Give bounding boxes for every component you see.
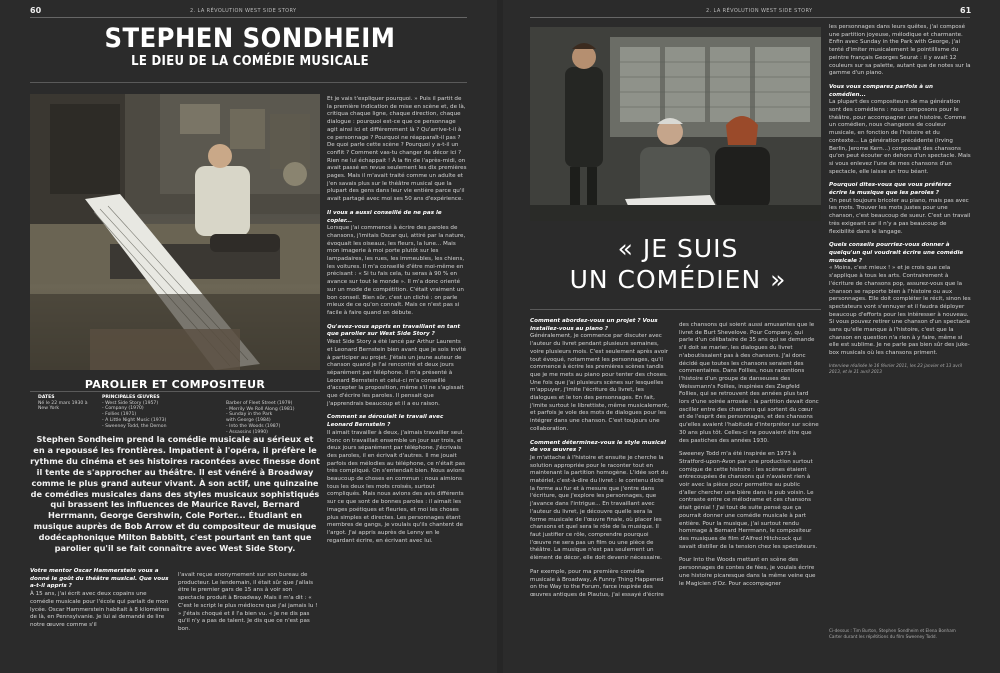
pull-quote (533, 233, 823, 295)
running-header: 2. LA RÉVOLUTION WEST SIDE STORY (190, 8, 297, 14)
paragraph: Lorsque j'ai commencé à écrire des paroles de chansons, j'imitais Oscar qui, attiré par la nature, évoquait les oiseaux, les fleurs, la lune... Mais mon imagerie à moi porte plutôt sur les lampadaires, les rues, les immeubles, les chiens, les voitures. Il m'a conseillé d'être moi-même en précisant : « Si tu fais cela, tu seras à 90 % en avance sur tout le monde ». Il m'a donc orienté sur un mode de compétition. C'était vraiment un bon conseil. Bien sûr, c'est un cliché : on parle mieux de ce qu'on connaît. Mais ce n'est pas si facile à faire quand on débute. (327, 225, 466, 316)
running-header: 2. LA RÉVOLUTION WEST SIDE STORY (706, 8, 813, 14)
left-text-column-3 (327, 96, 467, 551)
quote-rule (530, 309, 821, 310)
interview-question: Il vous a aussi conseillé de ne pas le copier... (327, 209, 442, 224)
interview-question: Comment déterminez-vous le style musical de vos œuvres ? (530, 439, 666, 454)
work-item: - Company (1970) (102, 406, 144, 412)
dates-label: DATES (38, 395, 55, 400)
paragraph: Sweeney Todd m'a été inspirée en 1973 à Stratford-upon-Avon par une production surtout comique de cette histoire : les scènes étaient entrecoupées de chansons qui n'avaient rien à voir avec la pièce pour permettre au public d'aller chercher une bière dans le pub voisin. Le contraste entre ce mélodrame et ces chansons était génial ! J'ai tout de suite pensé que ça pourrait donner une comédie musicale à part entière. Pour la musique, j'ai surtout rendu hommage à Bernard Herrmann, le compositeur des musiques de film d'Alfred Hitchcock qui savait distiller de la tension chez les spectateurs. (679, 451, 818, 550)
page-number: 61 (960, 6, 972, 15)
header-rule (530, 17, 970, 18)
paragraph: Par exemple, pour ma première comédie musicale à Broadway, A Funny Thing Happened on the Way to the Forum, farce inspirée des œuvres antiques de Plautus, j'ai essayé d'écrire (530, 568, 664, 598)
dates-value: Né le 22 mars 1930 à New York (38, 400, 88, 412)
right-text-column-2 (679, 322, 819, 594)
left-text-column-1 (30, 568, 170, 636)
left-page (0, 0, 497, 673)
section-title: PAROLIER ET COMPOSITEUR (84, 378, 266, 391)
header-rule (30, 17, 467, 18)
paragraph: Je m'attache à l'histoire et ensuite je cherche la solution appropriée pour le raconter tout en maintenant la partition homogène. L'idée sort du matériel, c'est-à-dire du livret : le contenu dicte la forme au fur et à mesure que j'entre dans l'écriture, que j'explore les personnages, que j'avance dans l'intrigue... En travaillant avec l'auteur du livret, je découvre quelle sera la forme musicale de l'œuvre finale, où placer les chansons et quel sera le rôle de la musique. Il faut justifier ce rôle, comprendre pourquoi l'œuvre ne sera pas un film ou une pièce de théâtre. La musique n'est pas seulement un élément de décor, elle doit devenir nécessaire. (530, 454, 668, 562)
work-item: Barber of Fleet Street (1979) (226, 401, 293, 406)
work-item: - Into the Woods (1987) (226, 423, 281, 429)
work-item: - Assassins (1990) (226, 429, 268, 435)
works-block-1 (102, 395, 182, 429)
article-title-block (100, 24, 400, 70)
paragraph: Il aimait travailler à deux, j'aimais travailler seul. Donc on travaillait ensemble un jour sur trois, et deux jours séparément par téléphone. J'écrivais des paroles, il en écrivait d'autres. Il me jouait parfois des mélodies au téléphone, ce n'était pas très compliqué. On s'entendait bien. Nous avions beaucoup de choses en commun : nous aimions tous les deux les mots croisés, surtout compliqués. Mais nous avions des avis différents sur ce que sont de bonnes paroles : il aimait les images poétiques et fleuries, et moi les choses plus simples et directes. Les personnages étant membres de gangs, je voulais qu'ils chantent de l'argot. J'ai appris auprès de Lenny en le regardant écrire, en écrivant avec lui. (327, 429, 466, 544)
page-number: 60 (30, 6, 42, 15)
interview-question: Votre mentor Oscar Hammerstein vous a donné le goût du théâtre musical. Que vous a-t-il appris ? (30, 568, 169, 590)
sondheim-photo (30, 94, 320, 370)
title-rule (30, 82, 467, 83)
rehearsal-photo (530, 27, 821, 221)
paragraph: À 15 ans, j'ai écrit avec deux copains une comédie musicale pour l'école qui parlait de mon lycée. Oscar Hammerstein habitait à 8 kilomètres de là, en Pennsylvanie. Je lui ai demandé de lire notre œuvre comme s'il (30, 591, 170, 628)
photo-caption: Ci-dessus : Tim Burton, Stephen Sondheim et Elena Bonham Carter durant les répétitions du film Sweeney Todd. (829, 628, 956, 639)
interview-question: Qu'avez-vous appris en travaillant en tant que parolier sur West Side Story ? (327, 323, 461, 338)
interview-question: Quels conseils pourriez-vous donner à quelqu'un qui voudrait écrire une comédie musicale ? (829, 242, 964, 264)
paragraph: Pour Into the Woods mettant en scène des personnages de contes de fées, je voulais écrire une histoire picaresque dans la même veine que le Magicien d'Oz. Pour accompagner (679, 557, 816, 587)
paragraph: des chansons qui soient aussi amusantes que le livret de Burt Shevelove. Pour Company, qui parle d'un célibataire de 35 ans qui se demande s'il doit se marier, les dialogues du livret n'aboutissaient pas à des chansons. J'ai donc décidé que toutes les chansons seraient des commentaires. Dans Follies, nous racontions l'histoire d'un groupe de danseuses des Weissmann's Follies, inspirées des Ziegfeld Follies, qui se retrouvent des années plus tard lors d'une soirée arrosée : la partition devait donc osciller entre des chansons qui sortent du cœur et de l'esprit des personnages, et des chansons qu'elles avaient l'habitude d'interpréter sur scène 30 ans plus tôt. Celles-ci ne pouvaient être que des pastiches des années 1930. (679, 322, 819, 444)
right-page (503, 0, 1000, 673)
work-item: with George (1984) (226, 418, 271, 424)
right-text-column-3 (829, 24, 971, 381)
paragraph: West Side Story a été lancé par Arthur Laurents et Leonard Bernstein bien avant que je sois invité à participer au projet. J'étais un jeune auteur de chanson quand je l'ai rencontré et deux jours séparément par téléphone. Il m'a présenté à Leonard Bernstein et celui-ci m'a conseillé d'accepter la proposition, même s'il ne s'agissait que d'écrire les paroles. Il pensait que j'apprendrais beaucoup et il a eu raison. (327, 339, 467, 407)
left-text-column-2 (178, 572, 318, 640)
right-text-column-1 (530, 318, 670, 606)
work-item: - Merrily We Roll Along (1981) (226, 406, 295, 412)
works-block-2 (226, 401, 316, 435)
work-item: - A Little Night Music (1973) (102, 417, 167, 423)
pull-quote-line-1: « JE SUIS (617, 234, 739, 263)
photo-illustration (530, 27, 821, 221)
paragraph: On peut toujours bricoler au piano, mais pas avec les mots. Trouver les mots justes pour une chanson, c'est beaucoup de sueur. C'est un travail très exigeant car il n'y a pas beaucoup de flexibilité dans le langage. (829, 197, 971, 235)
paragraph: Et je vais t'expliquer pourquoi. » Puis il partit de la première indication de mise en scène et, de là, critiqua chaque ligne, chaque direction, chaque dialogue : pourquoi est-ce que ce personnage agit ainsi ici et différemment là ? Qu'arrive-t-il à ce personnage ? Pourquoi ne réapparaît-il pas ? De quoi parle cette scène ? Pourquoi y a-t-il un conflit ? Comment vas-tu changer de décor ici ? Rien ne lui échappait ! À la fin de l'après-midi, on avait passé en revue seulement les dix premières pages. Mais il m'avait traité comme un adulte et j'en savais plus sur le théâtre musical que la plupart des gens dans leur vie entière parce qu'il avait partagé avec moi ses 50 ans d'expérience. (327, 96, 467, 203)
dates-block (38, 395, 98, 412)
section-rule (30, 391, 320, 392)
paragraph: les personnages dans leurs quêtes, j'ai composé une partition joyeuse, mélodique et charmante. Enfin avec Sunday in the Park with George, j'ai tenté d'imiter musicalement le pointillisme du peintre français Georges Seurat : il y avait 12 couleurs sur sa palette, autant que de notes sur la gamme d'un piano. (829, 24, 971, 77)
work-item: - Sweeney Todd, the Demon (102, 423, 167, 429)
work-item: - Sunday in the Park (226, 412, 273, 418)
works-label: PRINCIPALES ŒUVRES (102, 395, 160, 400)
interview-question: Pourquoi dites-vous que vous préférez écrire la musique que les paroles ? (829, 182, 952, 197)
paragraph: l'avait reçue anonymement sur son bureau de producteur. Le lendemain, il était sûr que j'allais être le premier gars de 15 ans à voir son spectacle produit à Broadway. Mais il m'a dit : « C'est le script le plus médiocre que j'ai jamais lu ! » J'étais choqué et il l'a bien vu. « Je ne dis pas qu'il n'y a pas de talent. Je dis que ce n'est pas bon. (178, 572, 318, 632)
paragraph: La plupart des compositeurs de ma génération sont des comédiens : nous composons pour le théâtre, pour accompagner une histoire. Comme un comédien, nous changeons de couleur musicale, en fonction de l'histoire et du contexte... La génération précédente (Irving Berlin, Jerome Kern...) composait des chansons qu'on peut écouter en dehors d'un spectacle. Mais si vous enlevez l'une de mes chansons d'un spectacle, elle laisse un trou béant. (829, 99, 971, 175)
interview-question: Comment se déroulait le travail avec Leonard Bernstein ? (327, 414, 444, 429)
interview-question: Vous vous comparez parfois à un comédien... (829, 83, 933, 98)
photo-illustration (30, 94, 320, 370)
interview-question: Comment abordez-vous un projet ? Vous installez-vous au piano ? (530, 318, 658, 332)
intro-paragraph: Stephen Sondheim prend la comédie musicale au sérieux et en a repoussé les frontières. Impatient à l'opéra, il préfère le rythme du cinéma et ses histoires racontées avec finesse dont il tente de s'approcher au théâtre. Il est vénéré à Broadway comme le plus grand auteur vivant. À son actif, une quinzaine de comédies musicales dans des styles musicaux sophistiqués qui brassent les influences de Maurice Ravel, Bernard Herrmann, George Gershwin, Cole Porter... Étudiant en musique auprès de Bob Arrow et du compositeur de musique dodécaphonique Milton Babbitt, c'est pourtant en tant que parolier qu'il se fait connaître avec West Side Story. (30, 434, 320, 554)
paragraph: Généralement, je commence par discuter avec l'auteur du livret pendant plusieurs semaines, voire plusieurs mois. C'est seulement après avoir tout évoqué, notamment les personnages, qu'il commence à écrire les premières scènes tandis que je me mets au piano pour tenter des choses. Une fois que j'ai plusieurs scènes sur lesquelles m'appuyer, j'imite l'écriture du livret, les dialogues et le ton des personnages. En fait, j'imite surtout le librettiste, même musicalement, et parfois je vole des mots de dialogues pour les intégrer dans une chanson. C'est toujours une collaboration. (530, 333, 669, 432)
article-subtitle: LE DIEU DE LA COMÉDIE MUSICALE (131, 54, 369, 69)
work-item: - Follies (1971) (102, 412, 137, 418)
article-title: STEPHEN SONDHEIM (104, 23, 396, 54)
pull-quote-line-2: UN COMÉDIEN » (569, 265, 787, 294)
work-item: - West Side Story (1957) (102, 400, 159, 406)
interview-note: Interview réalisée le 16 février 2011, les 23 janvier et 13 avril 2013, et le 21 avril 2013 (829, 363, 963, 375)
paragraph: « Moins, c'est mieux ! » et je crois que cela s'applique à tous les arts. Contrairement à l'écriture de chansons pop, assurez-vous que la chanson se rapporte bien à l'histoire ou aux personnages. Elle doit compléter le récit, sinon les spectateurs vont s'ennuyer et il faudra déployer beaucoup d'efforts pour les intéresser à nouveau. Si vous pouvez retirer une chanson d'un spectacle sans qu'elle manque à l'histoire, c'est que la chanson en question n'a rien à y faire, même si elle est sublime. Je ne parle pas bien sûr des juke-box musicals où les chansons priment. (829, 265, 971, 357)
